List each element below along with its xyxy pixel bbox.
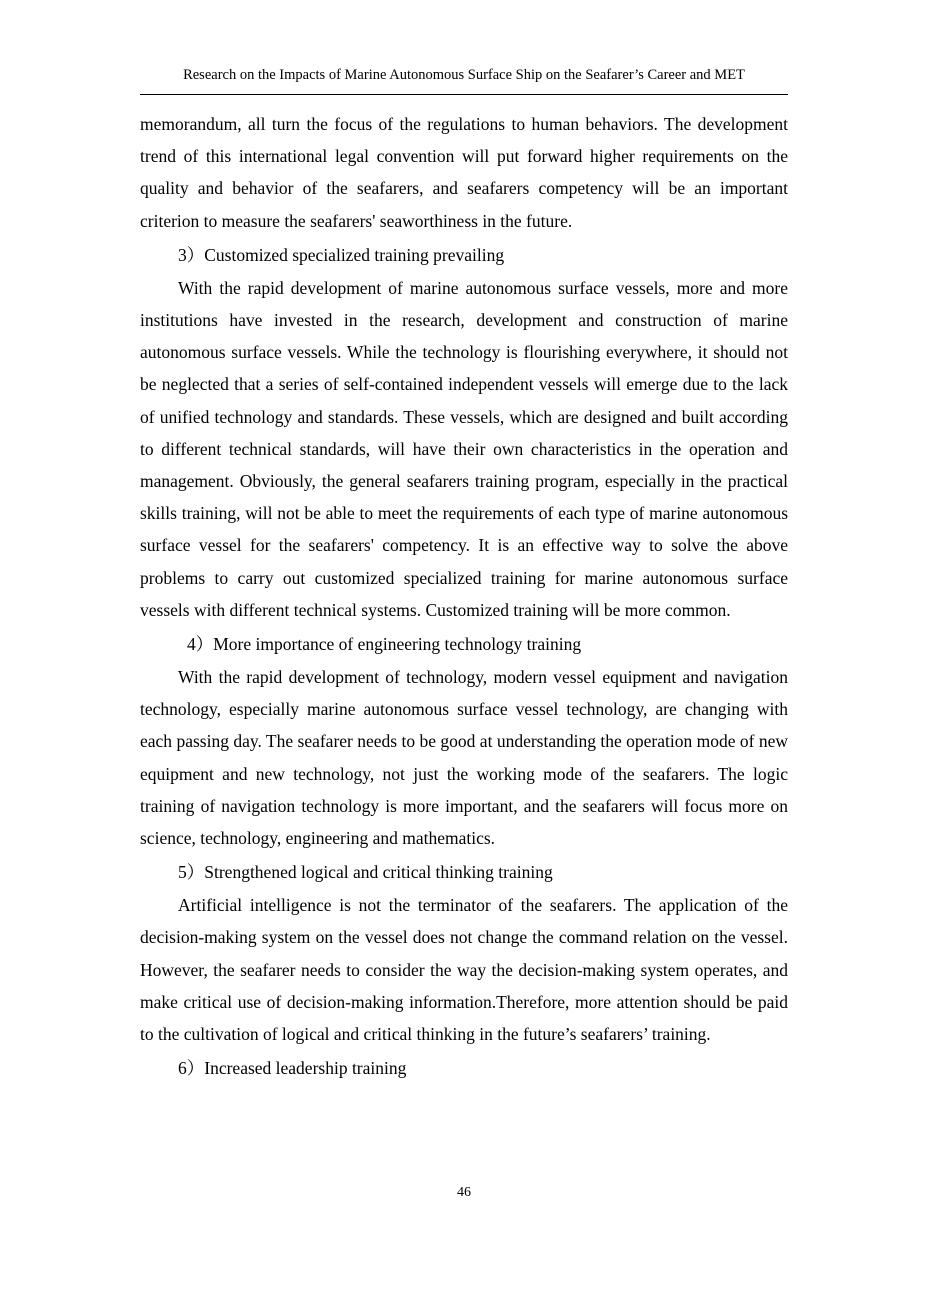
body-text (140, 108, 788, 1085)
section-paragraph-3: With the rapid development of marine autonomous surface vessels, more and more institutions have invested in the research, development and construction of marine autonomous surface vessels. While the technology is flourishing everywhere, it should not be neglected that a series of self-contained independent vessels will emerge due to the lack of unified technology and standards. These vessels, which are designed and built according to different technical standards, will have their own characteristics in the operation and management. Obviously, the general seafarers training program, especially in the practical skills training, will not be able to meet the requirements of each type of marine autonomous surface vessel for the seafarers' competency. It is an effective way to solve the above problems to carry out customized specialized training for marine autonomous surface vessels with different technical systems. Customized training will be more common. (140, 277, 788, 620)
header-divider (140, 94, 788, 95)
section-heading-5: 5）Strengthened logical and critical thinking training (178, 862, 553, 883)
section-heading-4: 4）More importance of engineering technology training (187, 634, 582, 655)
section-heading-3: 3）Customized specialized training prevailing (178, 244, 505, 265)
page-number: 46 (457, 1185, 471, 1200)
section-heading-6: 6）Increased leadership training (178, 1058, 407, 1079)
continuation-paragraph: memorandum, all turn the focus of the regulations to human behaviors. The development trend of this international legal convention will put forward higher requirements on the quality and behavior of the seafarers, and seafarers competency will be an important criterion to measure the seafarers' seaworthiness in the future. (140, 114, 788, 231)
section-paragraph-4: With the rapid development of technology, modern vessel equipment and navigation technology, especially marine autonomous surface vessel technology, are changing with each passing day. The seafarer needs to be good at understanding the operation mode of new equipment and new technology, not just the working mode of the seafarers. The logic training of navigation technology is more important, and the seafarers will focus more on science, technology, engineering and mathematics. (140, 667, 788, 849)
section-paragraph-5: Artificial intelligence is not the terminator of the seafarers. The application of the decision-making system on the vessel does not change the command relation on the vessel. However, the seafarer needs to consider the way the decision-making system operates, and make critical use of decision-making information.Therefore, more attention should be paid to the cultivation of logical and critical thinking in the future’s seafarers’ training. (140, 895, 788, 1045)
running-header: Research on the Impacts of Marine Autonomous Surface Ship on the Seafarer’s Career and MET (183, 67, 745, 83)
